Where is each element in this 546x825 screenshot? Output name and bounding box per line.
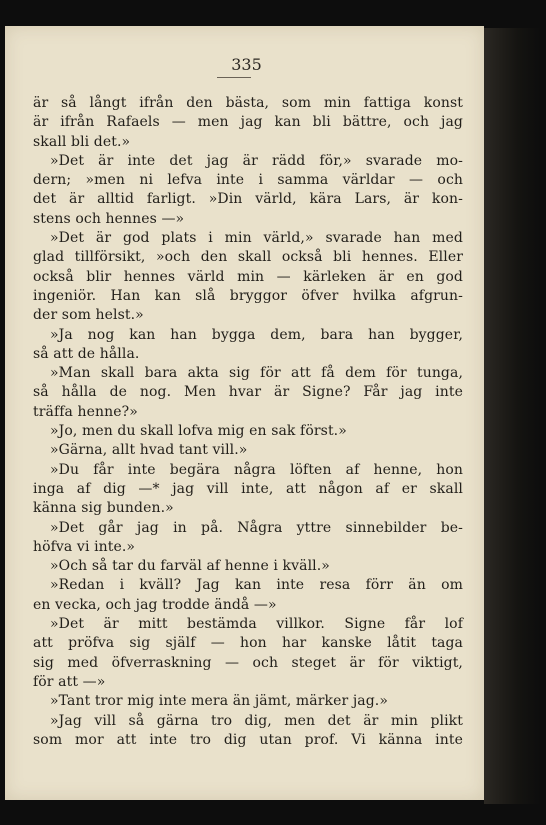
text-line: en vecka, och jag trodde ändå —» (33, 596, 277, 613)
book-page (5, 26, 484, 800)
text-line: inga af dig —* jag vill inte, att någon af er skall (33, 480, 463, 497)
text-line: känna sig bunden.» (33, 500, 174, 517)
text-line: ingeniör. Han kan slå bryggor öfver hvilka afgrun- (33, 287, 463, 304)
page-number: 335 (231, 55, 262, 74)
text-line: »Redan i kväll? Jag kan inte resa förr än om (50, 577, 463, 594)
text-line: höfva vi inte.» (33, 538, 136, 555)
text-line: träffa henne?» (33, 403, 138, 420)
text-line: »Och så tar du farväl af henne i kväll.» (50, 558, 330, 575)
text-line: »Ja nog kan han bygga dem, bara han bygger, (50, 326, 463, 343)
text-line: »Gärna, allt hvad tant vill.» (50, 442, 248, 459)
text-line: »Det är inte det jag är rädd för,» svarade mo- (50, 152, 463, 169)
book-spine-shadow (484, 28, 540, 804)
text-line: så hålla de nog. Men hvar är Signe? Får jag inte (33, 384, 463, 401)
text-line: »Jag vill så gärna tro dig, men det är min plikt (50, 712, 463, 729)
text-line: »Tant tror mig inte mera än jämt, märker jag.» (50, 693, 389, 710)
text-line: som mor att inte tro dig utan prof. Vi känna inte (33, 731, 463, 748)
text-line: så att de hålla. (33, 345, 140, 362)
text-line: sig med öfverraskning — och steget är för viktigt, (33, 654, 463, 671)
text-line: dern; »men ni lefva inte i samma världar — och (33, 172, 463, 189)
text-line: är så långt ifrån den bästa, som min fattiga konst (33, 95, 463, 111)
text-line: stens och hennes —» (33, 210, 185, 227)
page-body-text (33, 94, 463, 750)
text-line: det är alltid farligt. »Din värld, kära Lars, är kon- (33, 191, 463, 208)
text-line: är ifrån Rafaels — men jag kan bli bättre, och jag (33, 114, 463, 131)
text-line: »Det är mitt bestämda villkor. Signe får lof (50, 616, 463, 633)
page-number-rule (217, 77, 251, 78)
text-line: »Man skall bara akta sig för att få dem för tunga, (50, 365, 463, 382)
text-line: »Det är god plats i min värld,» svarade han med (50, 230, 463, 247)
text-line: »Du får inte begära några löften af henne, hon (50, 461, 463, 478)
text-line: der som helst.» (33, 307, 144, 324)
text-line: för att —» (33, 673, 106, 690)
text-line: också blir hennes värld min — kärleken är en god (33, 268, 463, 285)
text-line: att pröfva sig själf — hon har kanske låtit taga (33, 635, 463, 652)
text-line: »Jo, men du skall lofva mig en sak först.» (50, 423, 347, 440)
text-line: glad tillförsikt, »och den skall också bli hennes. Eller (33, 249, 463, 266)
text-line: skall bli det.» (33, 133, 131, 150)
text-line: »Det går jag in på. Några yttre sinnebilder be- (50, 519, 463, 536)
